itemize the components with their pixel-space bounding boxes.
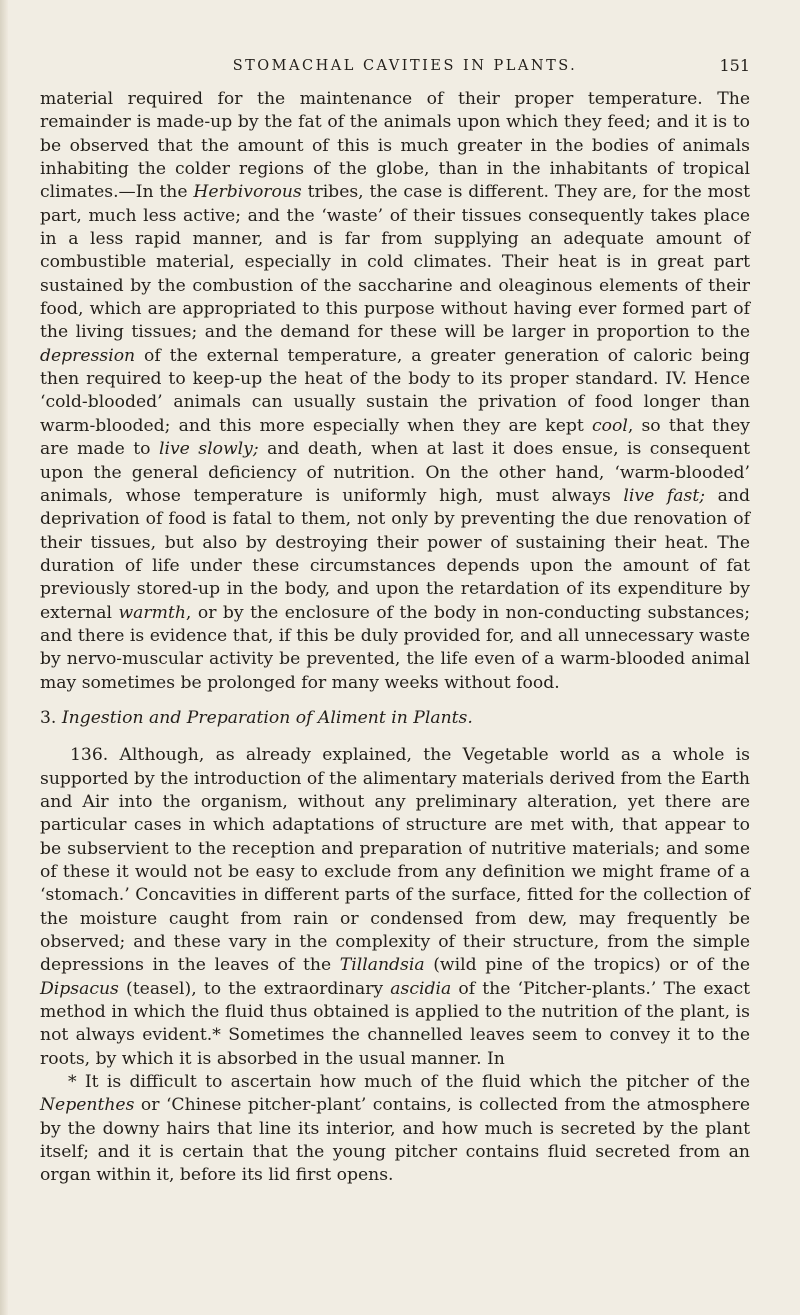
footnote xyxy=(40,1071,750,1188)
italic-run: ascidia xyxy=(390,978,452,999)
section-number: 3. xyxy=(40,707,57,728)
page-edge xyxy=(0,0,8,1315)
italic-run: Herbivorous xyxy=(193,182,302,203)
italic-run: live fast; xyxy=(623,485,706,506)
section-heading xyxy=(40,707,750,730)
italic-run: depression xyxy=(40,345,136,366)
body-text xyxy=(40,88,750,1188)
page-number: 151 xyxy=(719,56,750,75)
paragraph-temperature xyxy=(40,88,750,695)
section-title: Ingestion and Preparation of Aliment in Plants. xyxy=(61,707,473,728)
text-run: of the external temperature, a greater generation of caloric being then required to keep-up the heat of the body to its proper standard. IV. Hence ‘cold-blooded’ animals can usually sustain the privation of food longer than warm-blooded; and this more especially when they are kept xyxy=(40,345,750,436)
italic-run: Tillandsia xyxy=(339,955,425,976)
running-title: STOMACHAL CAVITIES IN PLANTS. xyxy=(232,58,578,74)
text-run: of the ‘Pitcher-plants.’ The exact method in which the fluid thus obtained is applied to the nutrition of the plant, is not always evident.* Sometimes the channelled leaves seem to convey it to the roots, by which it is absorbed in the usual manner. In xyxy=(40,978,750,1069)
text-run: * It is difficult to ascertain how much of the fluid which the pitcher of the xyxy=(68,1072,750,1093)
text-run: material required for the maintenance of their proper temperature. The remainder is made-up by the fat of the animals upon which they feed; and it is to be observed that the amount of this is much greater in the bodies of animals inhabiting the colder regions of the globe, than in the inhabitants of tropical climates.—In the xyxy=(40,89,750,203)
book-page xyxy=(40,58,750,1188)
paragraph-136 xyxy=(40,744,750,1071)
text-run: 136. Although, as already explained, the Vegetable world as a whole is supported by the introduction of the alimentary materials derived from the Earth and Air into the organism, without any preliminary alteration, yet there are particular cases in which adaptations of structure are met with, that appear to be subservient to the reception and preparation of nutritive materials; and some of these it would not be easy to exclude from any definition we might frame of a ‘stomach.’ Concavities in different parts of the surface, fitted for the collection of the moisture caught from rain or condensed from dew, may frequently be observed; and these vary in the complexity of their structure, from the simple depressions in the leaves of the xyxy=(40,745,750,976)
text-run: or ‘Chinese pitcher-plant’ contains, is collected from the atmosphere by the downy hairs that line its interior, and how much is secreted by the plant itself; and it is certain that the young pitcher contains fluid secreted from an organ within it, before its lid first opens. xyxy=(40,1095,750,1186)
text-run: , or by the enclosure of the body in non-conducting substances; and there is evidence that, if this be duly provided for, and all unnecessary waste by nervo-muscular activity be prevented, the life even of a warm-blooded animal may sometimes be prolonged for many weeks without food. xyxy=(40,602,751,693)
italic-run: cool xyxy=(592,415,628,436)
text-run: and deprivation of food is fatal to them, not only by preventing the due renovation of their tissues, but also by destroying their power of sustaining their heat. The duration of life under these circumstances depends upon the amount of fat previously stored-up in the body, and upon the retardation of its expenditure by external xyxy=(40,485,750,623)
italic-run: warmth xyxy=(118,602,186,623)
running-head xyxy=(40,58,750,88)
italic-run: Nepenthes xyxy=(40,1095,135,1116)
text-run: (teasel), to the extraordinary xyxy=(118,978,391,999)
text-run: (wild pine of the tropics) or of the xyxy=(424,955,750,976)
italic-run: live slowly; xyxy=(158,439,259,460)
text-run: , so that they are made to xyxy=(40,415,750,460)
italic-run: Dipsacus xyxy=(40,978,119,999)
text-run: tribes, the case is different. They are, for the most part, much less active; and the ‘waste’ of their tissues consequently takes place in a less rapid manner, and is far from supplying an adequate amount of combustible material, especially in cold climates. Their heat is in great part sustained by the combustion of the saccharine and oleaginous elements of their food, which are appropriated to this purpose without having ever formed part of the living tissues; and the demand for these will be larger in proportion to the xyxy=(40,182,750,343)
text-run: and death, when at last it does ensue, is consequent upon the general deficiency of nutrition. On the other hand, ‘warm-blooded’ animals, whose temperature is uniformly high, must always xyxy=(40,439,751,506)
